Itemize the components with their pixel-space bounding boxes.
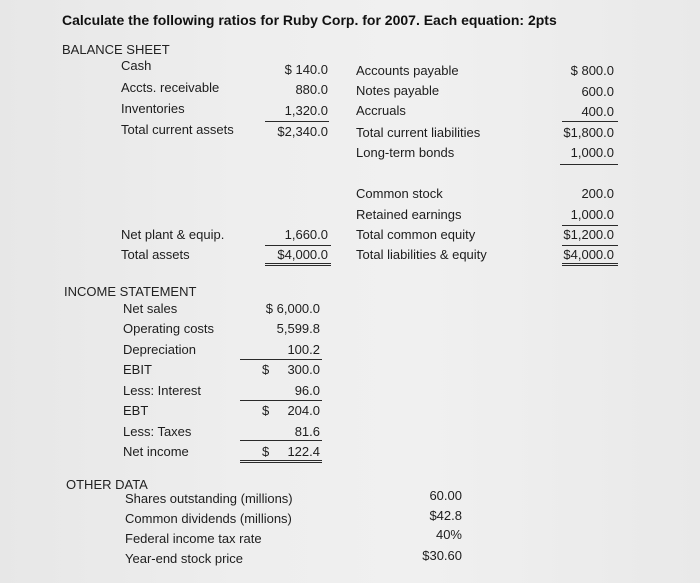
income-label: Less: Interest [123,383,202,398]
subtotal-rule [240,359,322,360]
other-data-heading: OTHER DATA [66,477,148,492]
income-value: 100.2 [287,342,320,357]
asset-value: $ 140.0 [284,62,328,77]
income-value: 122.4 [287,444,320,459]
other-data-value: $30.60 [422,548,462,563]
liability-label: Notes payable [356,83,440,98]
liability-value: $ 800.0 [570,63,614,78]
income-label: Net income [123,444,189,459]
liability-value: 600.0 [581,84,614,99]
subtotal-rule [265,121,329,122]
income-value: 300.0 [287,362,320,377]
income-statement-heading: INCOME STATEMENT [64,284,197,299]
income-value: $ 6,000.0 [265,301,320,316]
asset-label: Total current assets [121,122,234,137]
equity-value: $4,000.0 [563,247,614,262]
page-title: Calculate the following ratios for Ruby Corp. for 2007. Each equation: 2pts [62,12,557,28]
total-rule [562,263,618,264]
liability-label: Total current liabilities [356,125,481,140]
equity-value: $1,200.0 [563,227,614,242]
subtotal-rule [562,121,618,122]
dollar-sign: $ [262,403,270,418]
equity-label: Retained earnings [356,207,462,222]
asset-value: 1,660.0 [284,227,328,242]
other-data-value: 60.00 [429,488,462,503]
income-value: 204.0 [287,403,320,418]
income-label: Depreciation [123,342,196,357]
other-data-value: $42.8 [429,508,462,523]
equity-label: Total common equity [356,227,476,242]
other-data-label: Shares outstanding (millions) [125,491,293,506]
equity-value: 1,000.0 [570,207,614,222]
liability-value: 1,000.0 [570,145,614,160]
asset-value: $4,000.0 [277,247,328,262]
subtotal-rule [265,245,331,246]
subtotal-rule [240,400,322,401]
other-data-label: Year-end stock price [125,551,244,566]
liability-label: Long-term bonds [356,145,455,160]
asset-value: 1,320.0 [284,103,328,118]
income-label: Net sales [123,301,178,316]
income-label: Less: Taxes [123,424,192,439]
asset-label: Cash [121,58,152,73]
equity-label: Total liabilities & equity [356,247,487,262]
asset-label: Accts. receivable [121,80,220,95]
total-rule [265,265,331,266]
total-rule [265,263,331,264]
asset-value: $2,340.0 [277,124,328,139]
equity-label: Common stock [356,186,443,201]
asset-label: Net plant & equip. [121,227,225,242]
asset-label: Inventories [121,101,185,116]
other-data-label: Common dividends (millions) [125,511,292,526]
income-label: EBIT [123,362,152,377]
equity-value: 200.0 [581,186,614,201]
income-value: 96.0 [294,383,320,398]
income-label: Operating costs [123,321,215,336]
asset-value: 880.0 [295,82,328,97]
total-rule [240,462,322,463]
liability-value: $1,800.0 [563,125,614,140]
income-value: 81.6 [294,424,320,439]
liability-label: Accruals [356,103,406,118]
subtotal-rule [562,225,618,226]
dollar-sign: $ [262,362,270,377]
asset-label: Total assets [121,247,190,262]
subtotal-rule [560,164,618,165]
total-rule [240,460,322,461]
income-label: EBT [123,403,149,418]
liability-label: Accounts payable [356,63,459,78]
other-data-value: 40% [435,527,462,542]
income-value: 5,599.8 [276,321,320,336]
subtotal-rule [562,245,618,246]
other-data-label: Federal income tax rate [125,531,262,546]
balance-sheet-heading: BALANCE SHEET [62,42,170,57]
liability-value: 400.0 [581,104,614,119]
total-rule [562,265,618,266]
dollar-sign: $ [262,444,270,459]
subtotal-rule [240,440,322,441]
